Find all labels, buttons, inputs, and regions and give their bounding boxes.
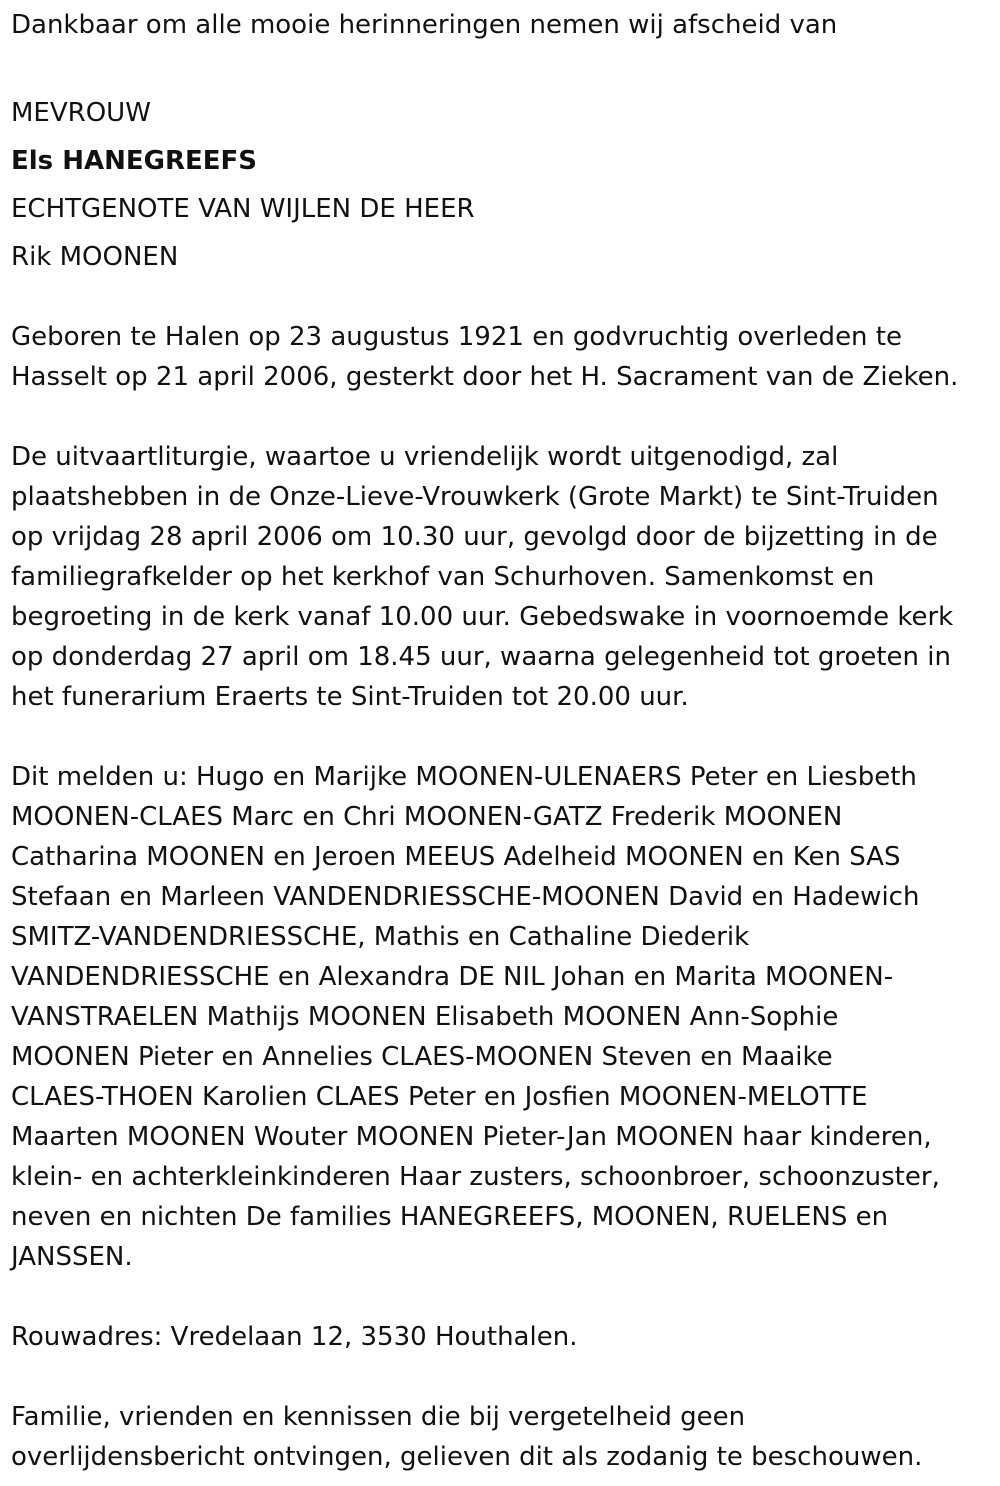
spouse-name: Rik MOONEN [11, 242, 179, 272]
spacer [11, 277, 986, 317]
deceased-name: Els HANEGREEFS [11, 146, 257, 176]
paragraph-line: VANSTRAELEN Mathijs MOONEN Elisabeth MOONEN Ann-Sophie [11, 1002, 839, 1032]
paragraph-line: overlijdensbericht ontvingen, gelieven dit als zodanig te beschouwen. [11, 1442, 923, 1472]
paragraph-line: De uitvaartliturgie, waartoe u vriendelijk wordt uitgenodigd, zal [11, 442, 839, 472]
paragraph-line: MOONEN Pieter en Annelies CLAES-MOONEN Steven en Maaike [11, 1042, 833, 1072]
spacer [11, 717, 986, 757]
paragraph-line: Stefaan en Marleen VANDENDRIESSCHE-MOONEN David en Hadewich [11, 882, 920, 912]
announcers-paragraph [11, 757, 986, 1277]
paragraph-line: op vrijdag 28 april 2006 om 10.30 uur, gevolgd door de bijzetting in de [11, 522, 938, 552]
paragraph-line: JANSSEN. [11, 1242, 133, 1272]
spacer [11, 45, 986, 85]
paragraph-line: Catharina MOONEN en Jeroen MEEUS Adelheid MOONEN en Ken SAS [11, 842, 901, 872]
paragraph-line: klein- en achterkleinkinderen Haar zusters, schoonbroer, schoonzuster, [11, 1162, 940, 1192]
paragraph-line: Geboren te Halen op 23 augustus 1921 en godvruchtig overleden te [11, 322, 902, 352]
paragraph-line: neven en nichten De families HANEGREEFS, MOONEN, RUELENS en [11, 1202, 889, 1232]
spacer [11, 1277, 986, 1317]
paragraph-line: plaatshebben in de Onze-Lieve-Vrouwkerk (Grote Markt) te Sint-Truiden [11, 482, 939, 512]
birth-death-paragraph [11, 317, 986, 397]
mourning-address: Rouwadres: Vredelaan 12, 3530 Houthalen. [11, 1322, 578, 1352]
ceremony-paragraph [11, 437, 986, 717]
obituary-notice [11, 5, 986, 1477]
paragraph-line: MOONEN-CLAES Marc en Chri MOONEN-GATZ Frederik MOONEN [11, 802, 843, 832]
paragraph-line: Dit melden u: Hugo en Marijke MOONEN-ULENAERS Peter en Liesbeth [11, 762, 917, 792]
paragraph-line: op donderdag 27 april om 18.45 uur, waarna gelegenheid tot groeten in [11, 642, 951, 672]
paragraph-line: het funerarium Eraerts te Sint-Truiden tot 20.00 uur. [11, 682, 689, 712]
deceased-block [11, 93, 986, 277]
deceased-title: MEVROUW [11, 98, 151, 128]
closing-paragraph [11, 1397, 986, 1477]
paragraph-line: VANDENDRIESSCHE en Alexandra DE NIL Johan en Marita MOONEN- [11, 962, 894, 992]
paragraph-line: SMITZ-VANDENDRIESSCHE, Mathis en Cathaline Diederik [11, 922, 750, 952]
deceased-relation: ECHTGENOTE VAN WIJLEN DE HEER [11, 194, 475, 224]
paragraph-line: familiegrafkelder op het kerkhof van Schurhoven. Samenkomst en [11, 562, 875, 592]
intro-line: Dankbaar om alle mooie herinneringen nemen wij afscheid van [11, 10, 838, 40]
paragraph-line: Hasselt op 21 april 2006, gesterkt door het H. Sacrament van de Zieken. [11, 362, 959, 392]
spacer [11, 397, 986, 437]
paragraph-line: CLAES-THOEN Karolien CLAES Peter en Josfien MOONEN-MELOTTE [11, 1082, 868, 1112]
spacer [11, 1357, 986, 1397]
paragraph-line: Familie, vrienden en kennissen die bij vergetelheid geen [11, 1402, 746, 1432]
paragraph-line: Maarten MOONEN Wouter MOONEN Pieter-Jan MOONEN haar kinderen, [11, 1122, 932, 1152]
paragraph-line: begroeting in de kerk vanaf 10.00 uur. Gebedswake in voornoemde kerk [11, 602, 954, 632]
